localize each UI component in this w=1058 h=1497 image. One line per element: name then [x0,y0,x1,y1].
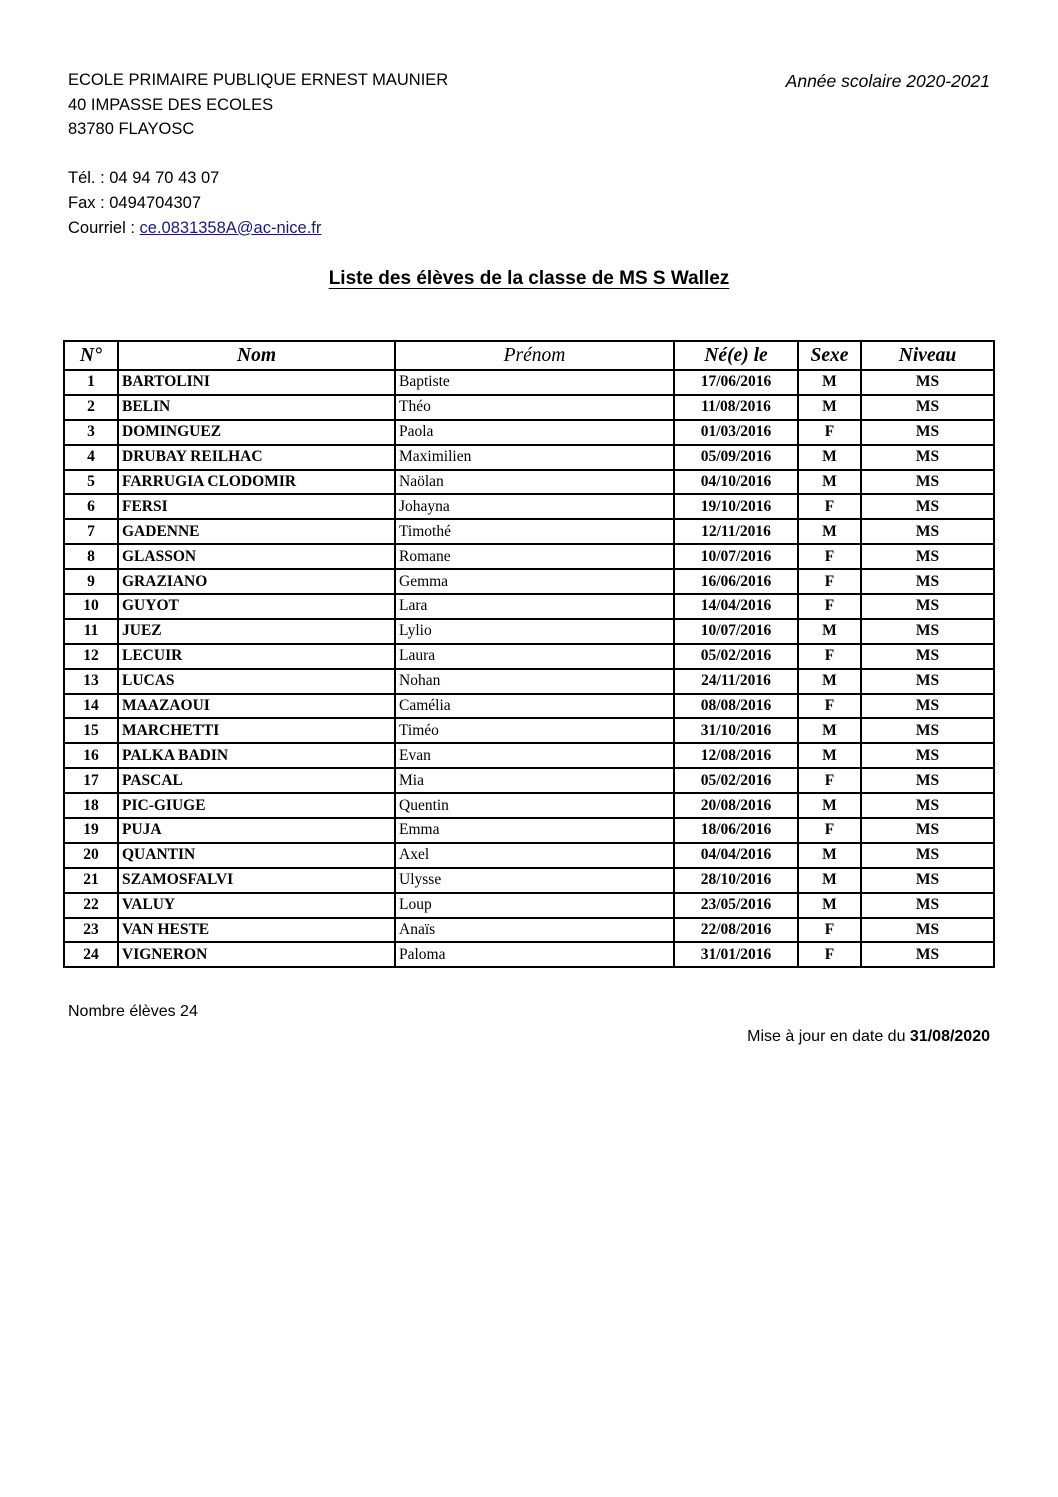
cell-level: MS [861,569,994,594]
cell-firstname: Anaïs [395,918,674,943]
cell-name: VALUY [118,893,395,918]
student-count: Nombre élèves 24 [68,1003,198,1020]
col-header-level: Niveau [861,341,994,370]
cell-sex: M [798,395,861,420]
school-year: Année scolaire 2020-2021 [785,71,990,91]
cell-level: MS [861,470,994,495]
cell-firstname: Baptiste [395,370,674,395]
cell-birthdate: 12/11/2016 [674,519,798,544]
cell-name: BARTOLINI [118,370,395,395]
cell-firstname: Loup [395,893,674,918]
students-table [63,340,995,968]
cell-name: GLASSON [118,544,395,569]
cell-sex: M [798,743,861,768]
cell-name: PASCAL [118,768,395,793]
cell-birthdate: 10/07/2016 [674,544,798,569]
cell-number: 20 [64,843,118,868]
cell-number: 14 [64,694,118,719]
cell-name: LECUIR [118,644,395,669]
cell-level: MS [861,793,994,818]
cell-firstname: Timothé [395,519,674,544]
cell-firstname: Quentin [395,793,674,818]
cell-sex: M [798,445,861,470]
cell-name: FERSI [118,494,395,519]
cell-level: MS [861,644,994,669]
cell-birthdate: 05/09/2016 [674,445,798,470]
cell-sex: M [798,843,861,868]
cell-sex: F [798,594,861,619]
table-row [64,544,994,569]
table-row [64,942,994,967]
cell-firstname: Camélia [395,694,674,719]
table-row [64,868,994,893]
cell-birthdate: 22/08/2016 [674,918,798,943]
cell-firstname: Lara [395,594,674,619]
cell-birthdate: 05/02/2016 [674,768,798,793]
cell-name: DOMINGUEZ [118,420,395,445]
cell-name: PIC-GIUGE [118,793,395,818]
cell-firstname: Nohan [395,669,674,694]
cell-level: MS [861,818,994,843]
email-label: Courriel : [68,218,140,237]
cell-name: GUYOT [118,594,395,619]
cell-number: 22 [64,893,118,918]
update-label: Mise à jour en date du [747,1028,910,1045]
cell-firstname: Ulysse [395,868,674,893]
cell-sex: F [798,918,861,943]
cell-number: 18 [64,793,118,818]
cell-number: 8 [64,544,118,569]
table-row [64,718,994,743]
cell-sex: M [798,669,861,694]
school-phone: Tél. : 04 94 70 43 07 [68,169,220,188]
col-header-birthdate: Né(e) le [674,341,798,370]
cell-name: SZAMOSFALVI [118,868,395,893]
cell-level: MS [861,743,994,768]
cell-sex: M [798,793,861,818]
cell-sex: F [798,494,861,519]
cell-level: MS [861,718,994,743]
table-row [64,768,994,793]
cell-birthdate: 10/07/2016 [674,619,798,644]
cell-number: 21 [64,868,118,893]
table-row [64,843,994,868]
col-header-sex: Sexe [798,341,861,370]
cell-firstname: Gemma [395,569,674,594]
cell-firstname: Laura [395,644,674,669]
cell-level: MS [861,918,994,943]
cell-birthdate: 11/08/2016 [674,395,798,420]
cell-sex: M [798,470,861,495]
table-row [64,594,994,619]
cell-birthdate: 28/10/2016 [674,868,798,893]
cell-birthdate: 31/10/2016 [674,718,798,743]
cell-level: MS [861,395,994,420]
cell-birthdate: 04/04/2016 [674,843,798,868]
cell-number: 7 [64,519,118,544]
cell-birthdate: 31/01/2016 [674,942,798,967]
cell-firstname: Mia [395,768,674,793]
cell-name: BELIN [118,395,395,420]
cell-number: 3 [64,420,118,445]
cell-birthdate: 16/06/2016 [674,569,798,594]
table-row [64,519,994,544]
col-header-number: N° [64,341,118,370]
cell-level: MS [861,370,994,395]
cell-name: PUJA [118,818,395,843]
table-row [64,694,994,719]
cell-level: MS [861,893,994,918]
table-row [64,743,994,768]
cell-level: MS [861,768,994,793]
cell-number: 1 [64,370,118,395]
cell-number: 11 [64,619,118,644]
table-row [64,793,994,818]
cell-birthdate: 18/06/2016 [674,818,798,843]
cell-number: 10 [64,594,118,619]
cell-firstname: Evan [395,743,674,768]
page-title [0,268,1058,290]
table-row [64,818,994,843]
table-row [64,395,994,420]
cell-level: MS [861,420,994,445]
cell-sex: F [798,818,861,843]
table-row [64,893,994,918]
update-date-value: 31/08/2020 [909,1028,990,1045]
cell-firstname: Paola [395,420,674,445]
cell-firstname: Axel [395,843,674,868]
cell-level: MS [861,594,994,619]
cell-number: 2 [64,395,118,420]
cell-name: LUCAS [118,669,395,694]
table-row [64,569,994,594]
cell-firstname: Johayna [395,494,674,519]
cell-name: QUANTIN [118,843,395,868]
cell-firstname: Théo [395,395,674,420]
cell-level: MS [861,544,994,569]
cell-level: MS [861,619,994,644]
table-row [64,669,994,694]
cell-name: JUEZ [118,619,395,644]
cell-firstname: Timéo [395,718,674,743]
update-date [747,1028,990,1046]
cell-number: 23 [64,918,118,943]
table-header-row [64,341,994,370]
cell-level: MS [861,942,994,967]
school-header [68,68,448,240]
cell-sex: M [798,519,861,544]
cell-firstname: Maximilien [395,445,674,470]
cell-name: MARCHETTI [118,718,395,743]
cell-birthdate: 23/05/2016 [674,893,798,918]
cell-name: GADENNE [118,519,395,544]
cell-level: MS [861,445,994,470]
cell-number: 24 [64,942,118,967]
school-name: ECOLE PRIMAIRE PUBLIQUE ERNEST MAUNIER [68,71,449,89]
cell-birthdate: 04/10/2016 [674,470,798,495]
cell-birthdate: 08/08/2016 [674,694,798,719]
table-row [64,420,994,445]
cell-name: MAAZAOUI [118,694,395,719]
cell-name: GRAZIANO [118,569,395,594]
cell-name: DRUBAY REILHAC [118,445,395,470]
cell-level: MS [861,868,994,893]
cell-level: MS [861,843,994,868]
col-header-name: Nom [118,341,395,370]
cell-sex: M [798,370,861,395]
cell-sex: M [798,868,861,893]
cell-level: MS [861,669,994,694]
cell-number: 13 [64,669,118,694]
cell-sex: M [798,718,861,743]
spacer [68,142,448,167]
page-title-text: Liste des élèves de la classe de MS S Wallez [328,268,730,289]
cell-name: FARRUGIA CLODOMIR [118,470,395,495]
cell-birthdate: 19/10/2016 [674,494,798,519]
school-fax: Fax : 0494704307 [68,193,202,212]
school-email-line [68,216,448,241]
cell-name: VAN HESTE [118,918,395,943]
cell-sex: F [798,420,861,445]
school-city: 83780 FLAYOSC [68,120,195,139]
cell-sex: F [798,694,861,719]
cell-sex: M [798,893,861,918]
cell-number: 15 [64,718,118,743]
cell-number: 6 [64,494,118,519]
table-row [64,370,994,395]
cell-name: PALKA BADIN [118,743,395,768]
cell-birthdate: 20/08/2016 [674,793,798,818]
cell-number: 19 [64,818,118,843]
cell-level: MS [861,694,994,719]
cell-number: 5 [64,470,118,495]
cell-birthdate: 05/02/2016 [674,644,798,669]
cell-name: VIGNERON [118,942,395,967]
table-row [64,470,994,495]
cell-sex: F [798,544,861,569]
table-row [64,445,994,470]
cell-firstname: Paloma [395,942,674,967]
cell-birthdate: 17/06/2016 [674,370,798,395]
cell-number: 17 [64,768,118,793]
email-link[interactable]: ce.0831358A@ac-nice.fr [139,218,322,237]
cell-sex: F [798,644,861,669]
table-row [64,619,994,644]
table-row [64,494,994,519]
cell-sex: F [798,569,861,594]
cell-level: MS [861,494,994,519]
cell-firstname: Emma [395,818,674,843]
cell-level: MS [861,519,994,544]
cell-sex: M [798,619,861,644]
cell-number: 4 [64,445,118,470]
cell-number: 12 [64,644,118,669]
cell-firstname: Lylio [395,619,674,644]
table-row [64,918,994,943]
cell-firstname: Romane [395,544,674,569]
cell-birthdate: 12/08/2016 [674,743,798,768]
cell-sex: F [798,942,861,967]
cell-birthdate: 24/11/2016 [674,669,798,694]
cell-firstname: Naölan [395,470,674,495]
cell-number: 9 [64,569,118,594]
cell-birthdate: 14/04/2016 [674,594,798,619]
col-header-firstname: Prénom [395,341,674,370]
cell-sex: F [798,768,861,793]
table-row [64,644,994,669]
cell-birthdate: 01/03/2016 [674,420,798,445]
cell-number: 16 [64,743,118,768]
school-address: 40 IMPASSE DES ECOLES [68,95,274,114]
